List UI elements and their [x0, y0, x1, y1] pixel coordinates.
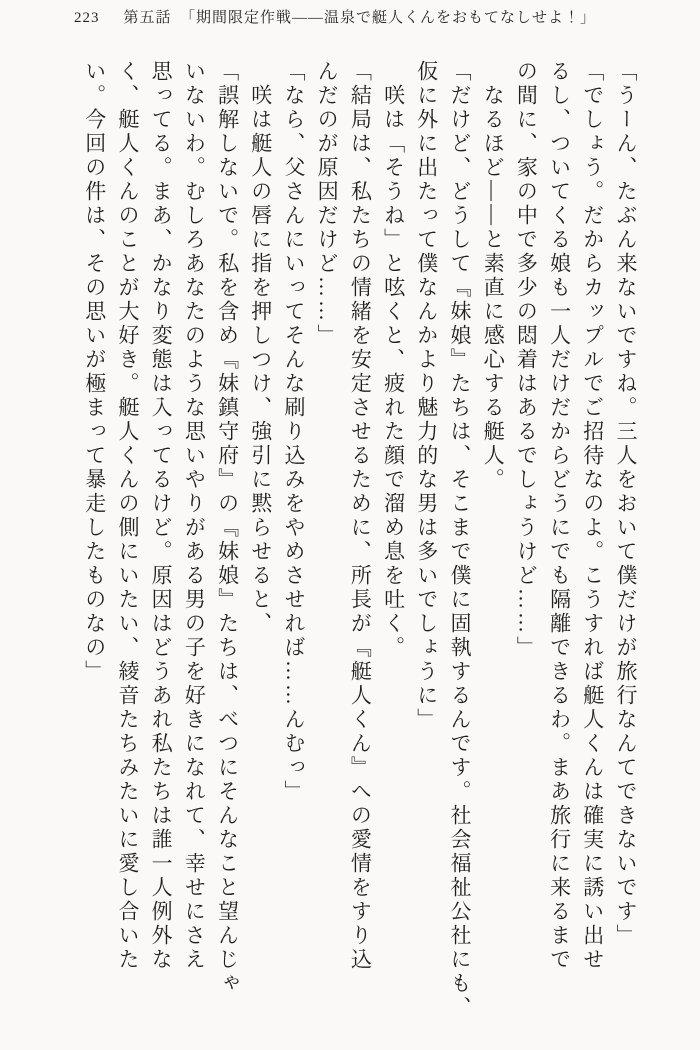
text-column: なるほど――と素直に感心する艇人。: [481, 60, 506, 492]
running-head: [74, 6, 596, 27]
text-columns: [72, 60, 642, 1050]
text-column: の間に、家の中で多少の悶着はあるでしょうけど……」: [514, 60, 539, 660]
text-column: 「でしょう。だからカップルでご招待なのよ。こうすれば艇人くんは確実に誘い出せ: [580, 60, 605, 972]
text-column: 「結局は、私たちの情緒を安定させるために、所長が『艇人くん』への愛情をすり込: [348, 60, 373, 972]
text-column: 「誤解しないで。私を含め『妹鎮守府』の『妹娘』たちは、べつにそんなこと望んじゃ: [215, 60, 240, 996]
text-column: 「うーん、たぶん来ないですね。三人をおいて僕だけが旅行なんてできないです」: [614, 60, 638, 948]
chapter-title: 第五話 「期間限定作戦――温泉で艇人くんをおもてなしせよ！」: [123, 10, 597, 26]
text-column: 咲は「そうね」と呟くと、疲れた顔で溜め息を吐く。: [381, 60, 406, 660]
text-column: 「なら、父さんにいってそんな刷り込みをやめさせれば……んむっ」: [281, 60, 306, 804]
text-column: 仮に外に出たって僕なんかより魅力的な男は多いでしょうに」: [414, 60, 439, 732]
text-column: 思ってる。まあ、かなり変態は入ってるけど。原因はどうあれ私たちは誰一人例外な: [149, 60, 174, 972]
text-column: いないわ。むしろあなたのような思いやりがある男の子を好きになれて、幸せにさえ: [182, 60, 207, 972]
text-column: 咲は艇人の唇に指を押しつけ、強引に黙らせると、: [248, 60, 273, 636]
text-column: く、艇人くんのことが大好き。艇人くんの側にいたい、綾音たちみたいに愛し合いた: [115, 60, 140, 972]
text-column: んだのが原因だけど……」: [315, 60, 340, 348]
text-column: るし、ついてくる娘も一人だけだからどうにでも隔離できるわ。まあ旅行に来るまで: [547, 60, 572, 972]
text-column: 「だけど、どうして『妹娘』たちは、そこまで僕に固執するんです。社会福祉公社にも、: [447, 60, 472, 1020]
page-number: 223: [74, 10, 100, 26]
text-column: い。今回の件は、その思いが極まって暴走したものなの」: [82, 60, 107, 684]
